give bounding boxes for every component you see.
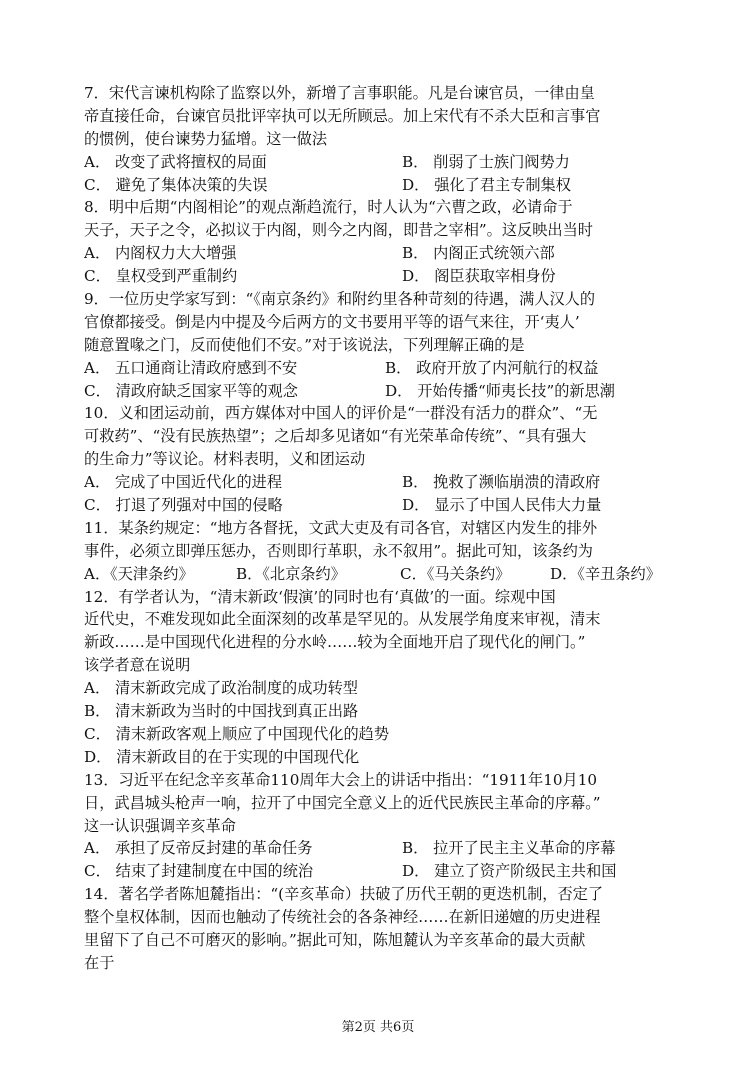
option-a: A．《天津条约》: [84, 564, 194, 583]
option-a: A． 承担了反帝反封建的革命任务: [84, 839, 313, 858]
option-d: D． 开始传播“师夷长技”的新思潮: [385, 381, 615, 400]
option-row: [84, 563, 684, 586]
option-c: C． 清末新政客观上顺应了中国现代化的趋势: [84, 724, 390, 743]
question-text-line: 新政……是中国现代化进程的分水岭……较为全面地开启了现代化的闸门。”: [84, 633, 586, 652]
question-text-line: 可救药”、“没有民族热望”；之后却多见诸如“有光荣革命传统”、“具有强大: [84, 427, 587, 446]
question-text-line: 天子，天子之令，必拟议于内阁，则今之内阁，即昔之宰相”。这反映出当时: [84, 221, 593, 240]
question-12: [84, 586, 684, 769]
question-text-line: 随意置喙之门，反而使他们不安。”对于该说法，下列理解正确的是: [84, 335, 525, 354]
option-c: C． 清政府缺乏国家平等的观念: [84, 381, 298, 400]
question-text-line: 7．宋代言谏机构除了监察以外，新增了言事职能。凡是台谏官员，一律由皇: [84, 84, 595, 102]
question-text-line: 整个皇权体制，因而也触动了传统社会的各条神经……在新旧递嬗的历史进程: [84, 908, 601, 927]
option-b: B． 政府开放了内河航行的权益: [385, 358, 599, 377]
option-b: B．《北京条约》: [236, 564, 346, 583]
option-row: [84, 494, 684, 517]
option-c: C． 打退了列强对中国的侵略: [84, 496, 283, 515]
question-text-line: 12．有学者认为，“清末新政‘假演’的同时也有‘真做’的一面。综观中国: [84, 587, 556, 606]
option-b: B． 内阁正式统领六部: [402, 244, 555, 263]
option-a: A． 完成了中国近代化的进程: [84, 473, 283, 492]
question-text-line: 日，武昌城头枪声一响，拉开了中国完全意义上的近代民族民主革命的序幕。”: [84, 793, 601, 812]
option-d: D． 显示了中国人民伟大力量: [402, 496, 602, 515]
question-10: [84, 402, 684, 516]
option-row: [84, 471, 684, 494]
option-row: [84, 837, 684, 860]
question-text-line: 这一认识强调辛亥革命: [84, 816, 236, 835]
option-row: [84, 151, 684, 174]
option-d: D． 清末新政目的在于实现的中国现代化: [84, 747, 360, 766]
option-a: A． 五口通商让清政府感到不安: [84, 358, 298, 377]
question-text-line: 里留下了自己不可磨灭的影响。”据此可知，陈旭麓认为辛亥革命的最大贡献: [84, 930, 586, 949]
option-b: B． 挽救了濒临崩溃的清政府: [402, 473, 601, 492]
option-d: D． 阁臣获取宰相身份: [402, 267, 556, 286]
question-8: [84, 196, 684, 288]
option-d: D．《辛丑条约》: [550, 564, 661, 583]
question-content: [84, 82, 684, 975]
option-a: A． 清末新政完成了政治制度的成功转型: [84, 679, 358, 698]
question-9: [84, 288, 684, 402]
question-text-line: 官僚都接受。倒是内中提及今后两方的文书要用平等的语气来往，开‘夷人’: [84, 312, 580, 331]
option-b: B． 清末新政为当时的中国找到真正出路: [84, 702, 359, 721]
option-row: [84, 242, 684, 265]
question-text-line: 该学者意在说明: [84, 656, 191, 675]
option-c: C． 避免了集体决策的失误: [84, 175, 268, 194]
question-text-line: 13．习近平在纪念辛亥革命110周年大会上的讲话中指出：“1911年10月10: [84, 770, 598, 789]
option-row: [84, 380, 684, 403]
option-b: B． 拉开了民主主义革命的序幕: [402, 839, 616, 858]
question-7: [84, 82, 684, 196]
option-c: C． 结束了封建制度在中国的统治: [84, 862, 314, 881]
question-text-line: 14．著名学者陈旭麓指出：“(辛亥革命）扶破了历代王朝的更迭机制，否定了: [84, 885, 604, 904]
question-text-line: 8．明中后期“内阁相论”的观点渐趋流行，时人认为“六曹之政，必请命于: [84, 198, 573, 217]
question-14: [84, 883, 684, 975]
question-text-line: 的惯例，使台谏势力猛增。这一做法: [84, 129, 327, 148]
question-text-line: 9．一位历史学家写到：“《南京条约》和附约里各种苛刻的待遇，满人汉人的: [84, 290, 596, 309]
question-13: [84, 769, 684, 883]
option-row: [84, 174, 684, 197]
page-footer: 第2页 共6页: [341, 1020, 415, 1035]
question-text-line: 11．某条约规定：“地方各督抚，文武大吏及有司各官，对辖区内发生的排外: [84, 518, 598, 537]
question-text-line: 帝直接任命，台谏官员批评宰执可以无所顾忌。加上宋代有不杀大臣和言事官: [84, 106, 601, 125]
option-b: B． 削弱了士族门阀势力: [402, 152, 570, 171]
question-text-line: 的生命力”等议论。材料表明，义和团运动: [84, 450, 366, 469]
option-d: D． 强化了君主专制集权: [402, 175, 571, 194]
option-a: A． 内阁权力大大增强: [84, 244, 237, 263]
option-c: C．《马关条约》: [400, 564, 511, 583]
option-row: [84, 265, 684, 288]
question-11: [84, 517, 684, 586]
option-c: C． 皇权受到严重制约: [84, 267, 238, 286]
question-text-line: 事件，必须立即弹压惩办，否则即行革职，永不叙用”。据此可知，该条约为: [84, 541, 593, 560]
option-d: D． 建立了资产阶级民主共和国: [402, 862, 617, 881]
question-text-line: 10．义和团运动前，西方媒体对中国人的评价是“一群没有活力的群众”、“无: [84, 404, 598, 423]
option-a: A． 改变了武将擅权的局面: [84, 152, 267, 171]
question-text-line: 在于: [84, 953, 115, 972]
option-row: [84, 357, 684, 380]
option-row: [84, 860, 684, 883]
question-text-line: 近代史，不难发现如此全面深刻的改革是罕见的。从发展学角度来审视，清末: [84, 610, 601, 629]
